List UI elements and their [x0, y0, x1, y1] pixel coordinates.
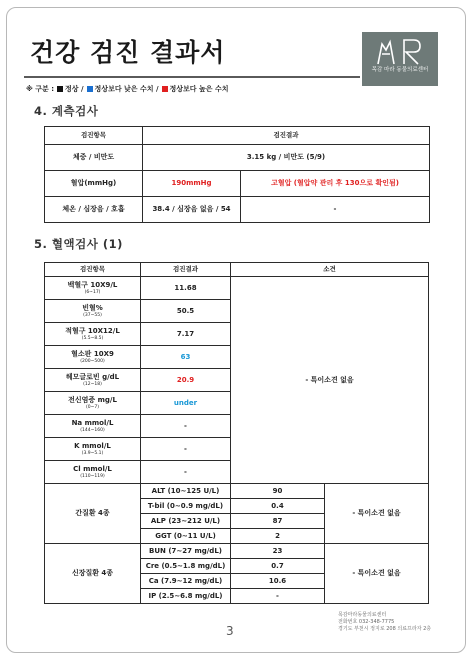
kidney-value: 0.7: [231, 559, 325, 574]
cbc-value: -: [141, 461, 231, 484]
table-row: [45, 197, 430, 223]
kidney-value: 23: [231, 544, 325, 559]
cbc-name: Cl mmol/L (110~119): [45, 461, 141, 484]
header-opinion: 소견: [231, 263, 429, 277]
cat-logo-icon: [370, 36, 430, 66]
cbc-name: 백혈구 10X9/L (6~17): [45, 277, 141, 300]
legend: [26, 84, 229, 94]
kidney-value: -: [231, 589, 325, 604]
cbc-name: 헤모글로빈 g/dL (12~18): [45, 369, 141, 392]
liver-value: 87: [231, 514, 325, 529]
section-4-title: 4. 계측검사: [34, 104, 99, 118]
table-header-row: [45, 127, 430, 145]
row-result: 190mmHg: [143, 171, 241, 197]
table-header-row: [45, 263, 429, 277]
liver-item: ALT (10~125 U/L): [141, 484, 231, 499]
table-row: [45, 277, 429, 300]
legend-normal-swatch: [57, 86, 63, 92]
page-title: 건강 검진 결과서: [30, 38, 226, 67]
table-row: [45, 544, 429, 559]
cbc-value: under: [141, 392, 231, 415]
legend-low-label: 정상보다 낮은 수치 /: [94, 85, 159, 93]
table-row: [45, 145, 430, 171]
table-row: [45, 171, 430, 197]
kidney-item: IP (2.5~6.8 mg/dL): [141, 589, 231, 604]
cbc-opinion: - 특이소견 없음: [231, 277, 429, 484]
liver-panel-label: 간질환 4종: [45, 484, 141, 544]
kidney-opinion: - 특이소견 없음: [325, 544, 429, 604]
legend-normal-label: 정상 /: [65, 85, 84, 93]
legend-prefix: ※ 구분 :: [26, 85, 55, 93]
liver-item: ALP (23~212 U/L): [141, 514, 231, 529]
liver-value: 0.4: [231, 499, 325, 514]
liver-item: GGT (0~11 U/L): [141, 529, 231, 544]
cbc-value: 20.9: [141, 369, 231, 392]
title-underline: [24, 76, 360, 78]
liver-value: 2: [231, 529, 325, 544]
liver-value: 90: [231, 484, 325, 499]
cbc-value: 50.5: [141, 300, 231, 323]
header-item: 검진항목: [45, 127, 143, 145]
legend-high-label: 정상보다 높은 수치: [169, 85, 229, 93]
cbc-name: 전신염증 mg/L (0~7): [45, 392, 141, 415]
cbc-value: 7.17: [141, 323, 231, 346]
kidney-panel-label: 신장질환 4종: [45, 544, 141, 604]
header-item: 검진항목: [45, 263, 141, 277]
footer-phone: 전화번호 032-348-7775: [338, 619, 395, 625]
row-note: 고혈압 (혈압약 관리 후 130으로 확인됨): [241, 171, 430, 197]
row-item: 체중 / 비만도: [45, 145, 143, 171]
kidney-item: Ca (7.9~12 mg/dL): [141, 574, 231, 589]
clinic-logo: [362, 32, 438, 86]
cbc-value: -: [141, 415, 231, 438]
page-number: 3: [226, 624, 234, 638]
row-result: 38.4 / 심장음 없음 / 54: [143, 197, 241, 223]
liver-opinion: - 특이소견 없음: [325, 484, 429, 544]
header-result: 검진결과: [143, 127, 430, 145]
footer-contact: [338, 612, 431, 633]
blood-test-table: [44, 262, 429, 604]
section-5-title: 5. 혈액검사 (1): [34, 237, 123, 251]
measurement-table: [44, 126, 430, 223]
legend-high-swatch: [162, 86, 168, 92]
cbc-value: 63: [141, 346, 231, 369]
footer-clinic-name: 목감마라동물의료센터: [338, 612, 387, 618]
row-item: 혈압(mmHg): [45, 171, 143, 197]
cbc-name: K mmol/L (3.9~5.1): [45, 438, 141, 461]
cbc-name: Na mmol/L (144~160): [45, 415, 141, 438]
kidney-item: BUN (7~27 mg/dL): [141, 544, 231, 559]
header-result: 검진결과: [141, 263, 231, 277]
cbc-name: 적혈구 10X12/L (5.5~8.5): [45, 323, 141, 346]
legend-low-swatch: [87, 86, 93, 92]
kidney-item: Cre (0.5~1.8 mg/dL): [141, 559, 231, 574]
table-row: [45, 484, 429, 499]
row-note: -: [241, 197, 430, 223]
cbc-name: 빈혈% (37~55): [45, 300, 141, 323]
row-result: 3.15 kg / 비만도 (5/9): [143, 145, 430, 171]
footer-address: 경기도 부천시 정지로 208 의료프라자 2층: [338, 626, 432, 632]
kidney-value: 10.6: [231, 574, 325, 589]
cbc-value: -: [141, 438, 231, 461]
liver-item: T-bil (0~0.9 mg/dL): [141, 499, 231, 514]
row-item: 체온 / 심장음 / 호흡: [45, 197, 143, 223]
cbc-value: 11.68: [141, 277, 231, 300]
cbc-name: 혈소판 10X9 (200~500): [45, 346, 141, 369]
logo-name: 목감 마라 동물의료센터: [371, 67, 429, 73]
